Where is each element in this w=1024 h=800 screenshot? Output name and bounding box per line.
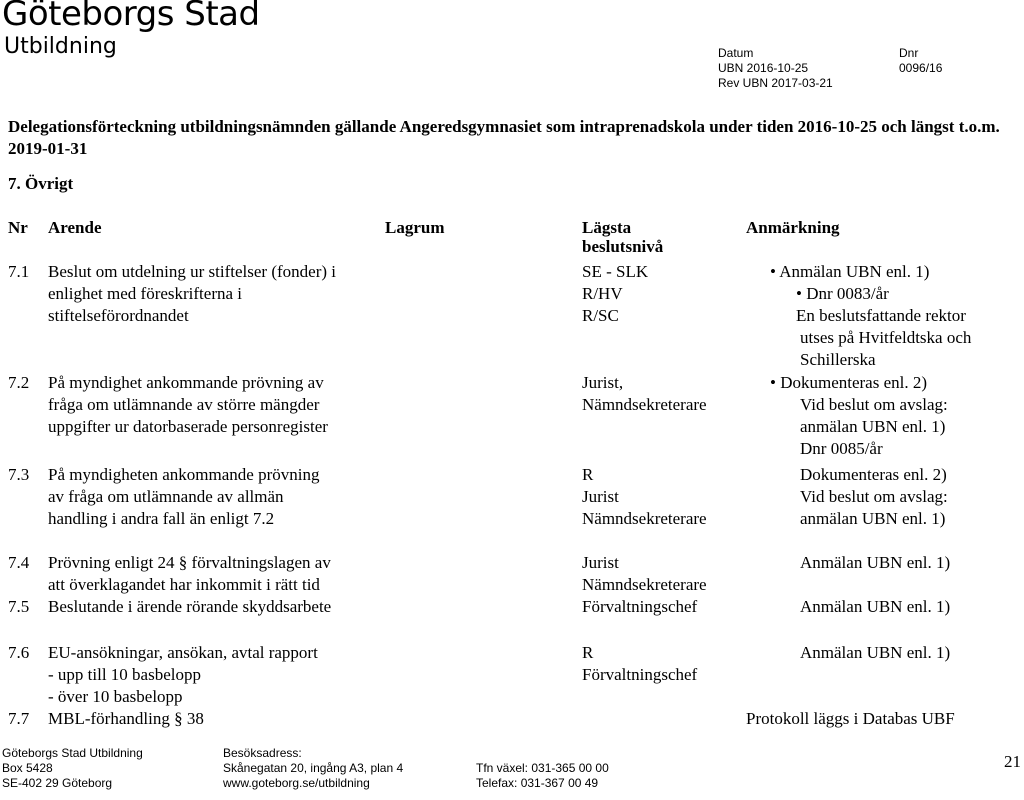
row-beslutsniva-line: R: [582, 465, 594, 484]
brand-unit: Utbildning: [4, 34, 117, 59]
footer-visit-address: Skånegatan 20, ingång A3, plan 4: [223, 761, 404, 775]
row-anmarkning-line: En beslutsfattande rektor: [796, 306, 966, 325]
footer-website: www.goteborg.se/utbildning: [223, 776, 370, 790]
header-lagsta-line-1: Lägsta: [582, 218, 632, 237]
row-nr: 7.5: [8, 597, 30, 616]
footer-org: Göteborgs Stad Utbildning: [2, 746, 143, 760]
footer-box: Box 5428: [2, 761, 53, 775]
footer-phone: [476, 761, 609, 791]
row-arende-line: På myndighet ankommande prövning av: [48, 373, 324, 392]
row-arende-line: Beslutande i ärende rörande skyddsarbete: [48, 597, 332, 616]
row-beslutsniva-line: Nämndsekreterare: [582, 509, 707, 528]
row-nr: 7.7: [8, 709, 30, 728]
row-nr: 7.1: [8, 262, 30, 281]
datum-block: [718, 46, 833, 91]
row-anmarkning-line: • Dokumenteras enl. 2): [770, 373, 928, 392]
header-lagsta-line-2: beslutsnivå: [582, 237, 664, 256]
row-beslutsniva-line: R/HV: [582, 284, 623, 303]
section-heading: 7. Övrigt: [8, 174, 74, 193]
footer-visit: [223, 746, 403, 791]
row-anmarkning-line: anmälan UBN enl. 1): [800, 509, 946, 528]
row-nr: 7.3: [8, 465, 30, 484]
row-anmarkning-line: anmälan UBN enl. 1): [800, 417, 946, 436]
row-anmarkning-line: Dokumenteras enl. 2): [800, 465, 947, 484]
document-title: Delegationsförteckning utbildningsnämnden gällande Angeredsgymnasiet som intraprenadskola under tiden 2016-10-25 och längst t.o.m. 2019-01-31: [8, 117, 1000, 158]
dnr-value: 0096/16: [899, 61, 943, 75]
header-anmarkning: Anmärkning: [746, 218, 840, 237]
row-anmarkning-line: Vid beslut om avslag:: [800, 487, 948, 506]
row-beslutsniva-line: R: [582, 643, 594, 662]
row-anmarkning-line: • Anmälan UBN enl. 1): [770, 262, 930, 281]
dnr-label: Dnr: [899, 46, 919, 60]
brand-name: Göteborgs Stad: [2, 0, 260, 34]
row-anmarkning-line: Schillerska: [800, 350, 876, 369]
row-beslutsniva-line: R/SC: [582, 306, 619, 325]
row-beslutsniva-line: Förvaltningschef: [582, 665, 698, 684]
datum-line-2: Rev UBN 2017-03-21: [718, 76, 833, 90]
row-arende-line: uppgifter ur datorbaserade personregister: [48, 417, 328, 436]
row-beslutsniva-line: Jurist,: [582, 373, 624, 392]
row-anmarkning-line: Anmälan UBN enl. 1): [800, 553, 951, 572]
row-nr: 7.4: [8, 553, 30, 572]
footer-visit-label: Besöksadress:: [223, 746, 302, 760]
row-beslutsniva-line: SE - SLK: [582, 262, 649, 281]
page-number: 21: [1004, 752, 1021, 771]
row-beslutsniva-line: Nämndsekreterare: [582, 575, 707, 594]
row-anmarkning-line: Anmälan UBN enl. 1): [800, 643, 951, 662]
row-arende-line: Prövning enligt 24 § förvaltningslagen av: [48, 553, 331, 572]
footer-address: [2, 746, 143, 791]
row-anmarkning-line: Anmälan UBN enl. 1): [800, 597, 951, 616]
header-lagrum: Lagrum: [385, 218, 445, 237]
row-arende-line: av fråga om utlämnande av allmän: [48, 487, 284, 506]
row-beslutsniva-line: Jurist: [582, 487, 619, 506]
row-arende-line: - upp till 10 basbelopp: [48, 665, 201, 684]
footer-postal: SE-402 29 Göteborg: [2, 776, 113, 790]
datum-label: Datum: [718, 46, 754, 60]
row-arende-line: EU-ansökningar, ansökan, avtal rapport: [48, 643, 318, 662]
row-arende-line: stiftelseförordnandet: [48, 306, 189, 325]
row-arende-line: Beslut om utdelning ur stiftelser (fonder) i: [48, 262, 336, 281]
row-beslutsniva-line: Nämndsekreterare: [582, 395, 707, 414]
row-arende-line: att överklagandet har inkommit i rätt tid: [48, 575, 320, 594]
row-arende-line: fråga om utlämnande av större mängder: [48, 395, 320, 414]
row-anmarkning-line: Protokoll läggs i Databas UBF: [746, 709, 955, 728]
row-arende-line: MBL-förhandling § 38: [48, 709, 204, 728]
footer-fax: Telefax: 031-367 00 49: [476, 776, 599, 790]
row-anmarkning-line: Dnr 0085/år: [800, 439, 883, 458]
row-arende-line: handling i andra fall än enligt 7.2: [48, 509, 275, 528]
datum-line-1: UBN 2016-10-25: [718, 61, 809, 75]
row-beslutsniva-line: Förvaltningschef: [582, 597, 698, 616]
row-anmarkning-line: utses på Hvitfeldtska och: [800, 328, 972, 347]
row-arende-line: enlighet med föreskrifterna i: [48, 284, 243, 303]
row-arende-line: - över 10 basbelopp: [48, 687, 183, 706]
row-arende-line: På myndigheten ankommande prövning: [48, 465, 320, 484]
row-anmarkning-line: Vid beslut om avslag:: [800, 395, 948, 414]
row-beslutsniva-line: Jurist: [582, 553, 619, 572]
header-nr: Nr: [8, 218, 28, 237]
header-arende: Arende: [48, 218, 102, 237]
row-nr: 7.2: [8, 373, 30, 392]
dnr-block: [899, 46, 942, 76]
header-lagsta-niva: [582, 218, 663, 256]
footer-tel: Tfn växel: 031-365 00 00: [476, 761, 609, 775]
row-nr: 7.6: [8, 643, 30, 662]
row-anmarkning-line: • Dnr 0083/år: [796, 284, 889, 303]
